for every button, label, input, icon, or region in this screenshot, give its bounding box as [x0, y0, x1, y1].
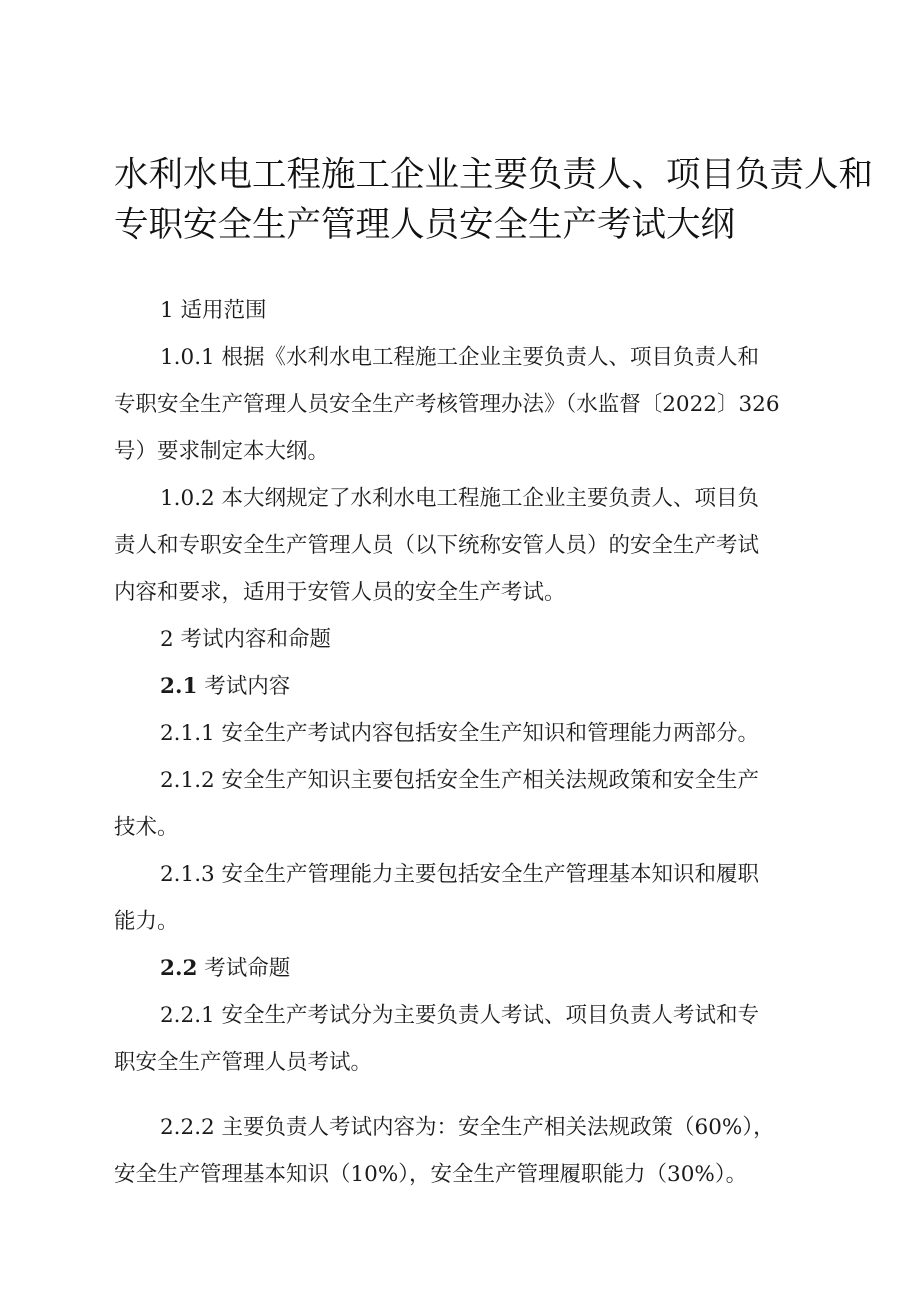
- subsection-heading-2-2: [160, 945, 290, 992]
- subsection-number: 2.2: [160, 956, 198, 981]
- title-line-1: 水利水电工程施工企业主要负责人、项目负责人和: [114, 155, 873, 195]
- paragraph-2-2-1-line-2: 职安全生产管理人员考试。: [114, 1050, 373, 1075]
- subsection-heading-2-1: [160, 663, 290, 710]
- subsection-title: 考试命题: [204, 956, 291, 981]
- paragraph-1-0-1-line-1: 1.0.1 根据《水利水电工程施工企业主要负责人、项目负责人和: [160, 345, 760, 370]
- paragraph-2-1-2-line-1: 2.1.2 安全生产知识主要包括安全生产相关法规政策和安全生产: [160, 768, 760, 793]
- paragraph-2-1-3-line-2: 能力。: [114, 909, 179, 934]
- subsection-number: 2.1: [160, 674, 198, 699]
- section-heading-2: 2 考试内容和命题: [160, 627, 332, 652]
- paragraph-2-2-2-line-1: 2.2.2 主要负责人考试内容为：安全生产相关法规政策（60%），: [160, 1115, 775, 1140]
- paragraph-2-2-1-line-1: 2.2.1 安全生产考试分为主要负责人考试、项目负责人考试和专: [160, 1003, 760, 1028]
- paragraph-2-1-1: 2.1.1 安全生产考试内容包括安全生产知识和管理能力两部分。: [160, 721, 760, 746]
- paragraph-2-1-2-line-2: 技术。: [114, 815, 179, 840]
- paragraph-1-0-1-line-3: 号）要求制定本大纲。: [114, 439, 330, 464]
- paragraph-1-0-2-line-2: 责人和专职安全生产管理人员（以下统称安管人员）的安全生产考试: [114, 533, 760, 558]
- paragraph-1-0-1-line-2: 专职安全生产管理人员安全生产考核管理办法》（水监督〔2022〕326: [114, 392, 780, 417]
- paragraph-2-2-2-line-2: 安全生产管理基本知识（10%），安全生产管理履职能力（30%）。: [114, 1162, 748, 1187]
- paragraph-1-0-2-line-3: 内容和要求，适用于安管人员的安全生产考试。: [114, 580, 566, 605]
- title-line-2: 专职安全生产管理人员安全生产考试大纲: [114, 205, 735, 245]
- section-heading-1: 1 适用范围: [160, 298, 267, 323]
- paragraph-1-0-2-line-1: 1.0.2 本大纲规定了水利水电工程施工企业主要负责人、项目负: [160, 486, 760, 511]
- document-title: [114, 150, 873, 250]
- subsection-title: 考试内容: [204, 674, 291, 699]
- paragraph-2-1-3-line-1: 2.1.3 安全生产管理能力主要包括安全生产管理基本知识和履职: [160, 862, 760, 887]
